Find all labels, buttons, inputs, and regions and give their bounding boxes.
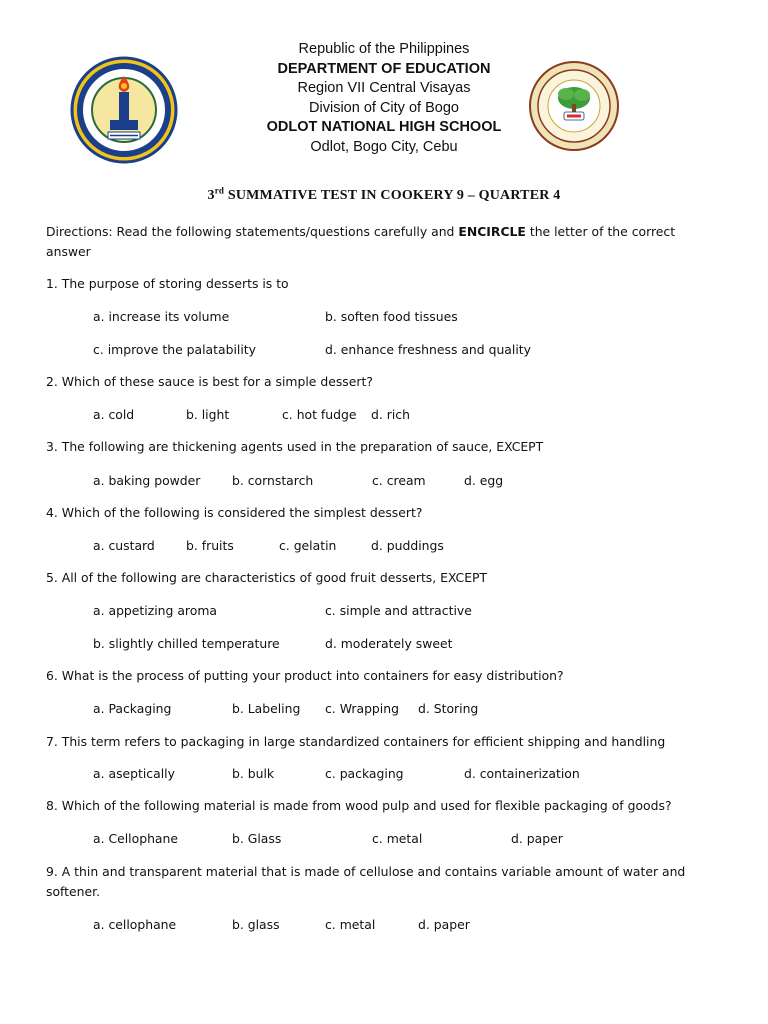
option-6c[interactable]: c. Wrapping (325, 701, 399, 716)
question-3: 3. The following are thickening agents used in the preparation of sauce, EXCEPT (46, 439, 544, 454)
option-7d[interactable]: d. containerization (464, 766, 580, 781)
question-1: 1. The purpose of storing desserts is to (46, 276, 289, 291)
option-3c[interactable]: c. cream (372, 473, 426, 488)
document-header (0, 40, 768, 160)
option-1b[interactable]: b. soften food tissues (325, 309, 458, 324)
option-6d[interactable]: d. Storing (418, 701, 479, 716)
option-4c[interactable]: c. gelatin (279, 538, 337, 553)
header-line-region: Region VII Central Visayas (297, 80, 471, 96)
header-line-school-name: ODLOT NATIONAL HIGH SCHOOL (266, 119, 502, 135)
option-2d[interactable]: d. rich (371, 407, 410, 422)
question-9: 9. A thin and transparent material that is made of cellulose and contains variable amount of water and (46, 864, 686, 879)
option-1d[interactable]: d. enhance freshness and quality (325, 342, 531, 357)
question-4: 4. Which of the following is considered the simplest dessert? (46, 505, 423, 520)
option-3d[interactable]: d. egg (464, 473, 504, 488)
option-6b[interactable]: b. Labeling (232, 701, 301, 716)
option-8d[interactable]: d. paper (511, 831, 563, 846)
option-8b[interactable]: b. Glass (232, 831, 282, 846)
option-3b[interactable]: b. cornstarch (232, 473, 314, 488)
header-line-address: Odlot, Bogo City, Cebu (310, 138, 458, 155)
option-7c[interactable]: c. packaging (325, 766, 404, 781)
directions-pre: Directions: Read the following statements/questions carefully and (46, 224, 459, 239)
option-9b[interactable]: b. glass (232, 917, 280, 932)
option-5a[interactable]: a. appetizing aroma (93, 603, 217, 618)
option-3a[interactable]: a. baking powder (93, 473, 201, 488)
directions-emphasis: ENCIRCLE (458, 224, 526, 239)
option-6a[interactable]: a. Packaging (93, 701, 172, 716)
option-4b[interactable]: b. fruits (186, 538, 234, 553)
header-line-division: Division of City of Bogo (309, 99, 459, 116)
option-8c[interactable]: c. metal (372, 831, 423, 846)
option-4d[interactable]: d. puddings (371, 538, 444, 553)
option-2a[interactable]: a. cold (93, 407, 135, 422)
title-ordinal: 3 (207, 188, 215, 203)
option-9d[interactable]: d. paper (418, 917, 470, 932)
directions-post: the letter of the correct (525, 224, 676, 239)
question-5: 5. All of the following are characteristics of good fruit desserts, EXCEPT (46, 570, 488, 585)
question-9-continued: softener. (46, 884, 101, 899)
option-4a[interactable]: a. custard (93, 538, 155, 553)
option-5c[interactable]: c. simple and attractive (325, 603, 472, 618)
option-1c[interactable]: c. improve the palatability (93, 342, 256, 357)
option-9a[interactable]: a. cellophane (93, 917, 177, 932)
question-8: 8. Which of the following material is made from wood pulp and used for flexible packaging of goods? (46, 798, 672, 813)
question-7: 7. This term refers to packaging in large standardized containers for efficient shipping and handling (46, 734, 666, 749)
option-1a[interactable]: a. increase its volume (93, 309, 230, 324)
option-7b[interactable]: b. bulk (232, 766, 275, 781)
option-2c[interactable]: c. hot fudge (282, 407, 357, 422)
test-title (0, 185, 768, 204)
option-8a[interactable]: a. Cellophane (93, 831, 178, 846)
directions (46, 224, 675, 239)
header-line-republic: Republic of the Philippines (298, 41, 470, 57)
option-5b[interactable]: b. slightly chilled temperature (93, 636, 280, 651)
header-line-department: DEPARTMENT OF EDUCATION (277, 60, 491, 77)
directions-line2: answer (46, 244, 91, 259)
option-9c[interactable]: c. metal (325, 917, 376, 932)
option-7a[interactable]: a. aseptically (93, 766, 175, 781)
option-5d[interactable]: d. moderately sweet (325, 636, 453, 651)
title-text: SUMMATIVE TEST IN COOKERY 9 – QUARTER 4 (224, 188, 561, 203)
option-2b[interactable]: b. light (186, 407, 230, 422)
question-6: 6. What is the process of putting your product into containers for easy distribution? (46, 668, 564, 683)
question-2: 2. Which of these sauce is best for a simple dessert? (46, 374, 373, 389)
title-ordinal-suffix: rd (214, 185, 225, 196)
